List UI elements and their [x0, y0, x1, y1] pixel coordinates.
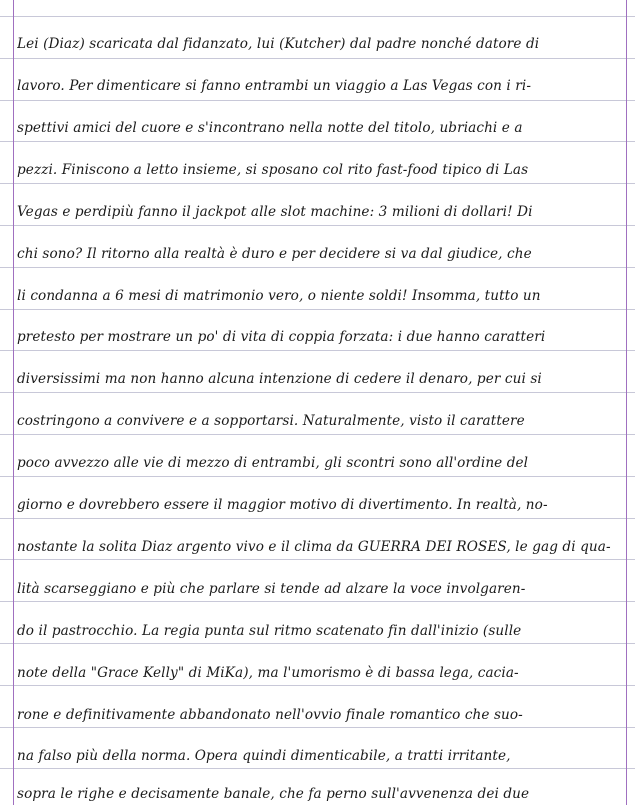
ruled-line	[0, 476, 635, 477]
ruled-line	[0, 100, 635, 101]
text-line: lavoro. Per dimenticare si fanno entrambi un viaggio a Las Vegas con i ri-	[17, 78, 532, 94]
ruled-line	[0, 141, 635, 142]
text-line: sopra le righe e decisamente banale, che fa perno sull'avvenenza dei due	[17, 786, 530, 802]
ruled-line	[0, 518, 635, 519]
ruled-line	[0, 727, 635, 728]
ruled-line	[0, 434, 635, 435]
text-line: Vegas e perdipiù fanno il jackpot alle slot machine: 3 milioni di dollari! Di	[17, 204, 533, 220]
text-line: giorno e dovrebbero essere il maggior motivo di divertimento. In realtà, no-	[17, 497, 548, 513]
text-line: chi sono? Il ritorno alla realtà è duro e per decidere si va dal giudice, che	[17, 246, 532, 262]
text-line: na falso più della norma. Opera quindi dimenticabile, a tratti irritante,	[17, 748, 511, 764]
text-line: nostante la solita Diaz argento vivo e il clima da GUERRA DEI ROSES, le gag di qua-	[17, 539, 611, 555]
text-line: costringono a convivere e a sopportarsi. Naturalmente, visto il carattere	[17, 413, 525, 429]
ruled-line	[0, 559, 635, 560]
ruled-line	[0, 267, 635, 268]
ruled-line	[0, 392, 635, 393]
ruled-line	[0, 309, 635, 310]
ruled-line	[0, 183, 635, 184]
ruled-line	[0, 643, 635, 644]
ruled-line	[0, 58, 635, 59]
text-line: pezzi. Finiscono a letto insieme, si sposano col rito fast-food tipico di Las	[17, 162, 529, 178]
ruled-line	[0, 768, 635, 769]
left-margin-line	[13, 0, 14, 805]
text-line: li condanna a 6 mesi di matrimonio vero, o niente soldi! Insomma, tutto un	[17, 288, 541, 304]
text-line: spettivi amici del cuore e s'incontrano nella notte del titolo, ubriachi e a	[17, 120, 523, 136]
ruled-line	[0, 16, 635, 17]
text-line: poco avvezzo alle vie di mezzo di entrambi, gli scontri sono all'ordine del	[17, 455, 529, 471]
ruled-line	[0, 601, 635, 602]
ruled-line	[0, 685, 635, 686]
text-line: diversissimi ma non hanno alcuna intenzione di cedere il denaro, per cui si	[17, 371, 542, 387]
text-line: Lei (Diaz) scaricata dal fidanzato, lui (Kutcher) dal padre nonché datore di	[17, 36, 540, 52]
ruled-line	[0, 225, 635, 226]
text-line: note della "Grace Kelly" di MiKa), ma l'umorismo è di bassa lega, cacia-	[17, 665, 519, 681]
ruled-line	[0, 350, 635, 351]
text-line: rone e definitivamente abbandonato nell'ovvio finale romantico che suo-	[17, 707, 523, 723]
text-line: pretesto per mostrare un po' di vita di coppia forzata: i due hanno caratteri	[17, 329, 546, 345]
text-line: lità scarseggiano e più che parlare si tende ad alzare la voce involgaren-	[17, 581, 526, 597]
text-line: do il pastrocchio. La regia punta sul ritmo scatenato fin dall'inizio (sulle	[17, 623, 522, 639]
